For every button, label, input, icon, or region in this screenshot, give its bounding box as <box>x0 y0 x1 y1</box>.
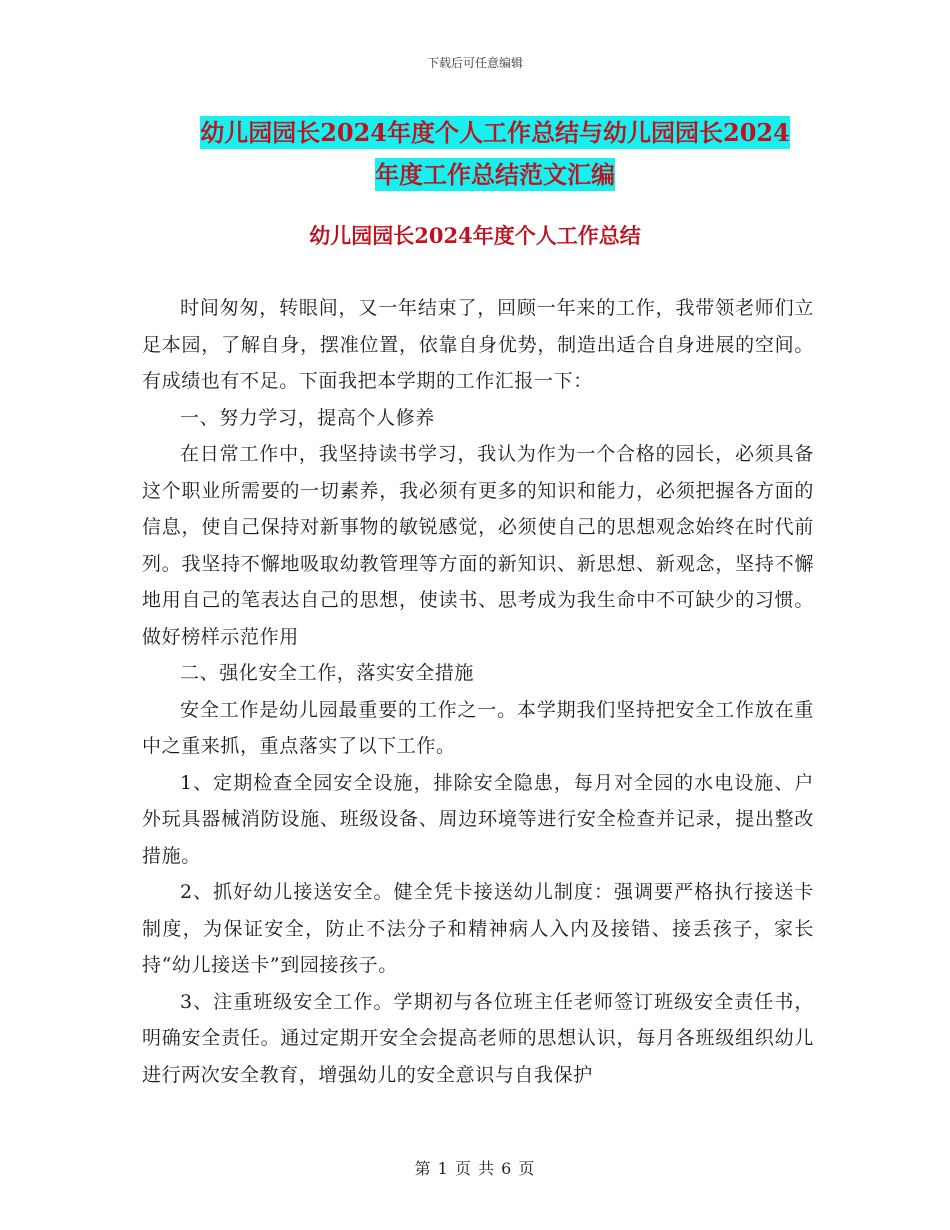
document-title-line-1: 幼儿园园长2024年度个人工作总结与幼儿园园长2024 <box>200 118 790 147</box>
paragraph-safety-item-2: 2、抓好幼儿接送安全。健全凭卡接送幼儿制度：强调要严格执行接送卡制度，为保证安全，防止不法分子和精神病人入内及接错、接丢孩子，家长持“幼儿接送卡”到园接孩子。 <box>142 881 814 976</box>
heading-safety: 二、强化安全工作，落实安全措施 <box>180 662 475 684</box>
document-body <box>142 290 814 1093</box>
paragraph-safety-item-3: 3、注重班级安全工作。学期初与各位班主任老师签订班级安全责任书，明确安全责任。通过定期开安全会提高老师的思想认识，每月各班级组织幼儿进行两次安全教育，增强幼儿的安全意识与自我保护 <box>142 990 814 1086</box>
heading-study: 一、努力学习，提高个人修养 <box>180 406 435 429</box>
paragraph-study: 在日常工作中，我坚持读书学习，我认为作为一个合格的园长，必须具备这个职业所需要的一切素养，我必须有更多的知识和能力，必须把握各方面的信息，使自己保持对新事物的敏锐感觉，必须使自己的思想观念始终在时代前列。我坚持不懈地吸取幼教管理等方面的新知识、新思想、新观念，坚持不懈地用自己的笔表达自己的思想，使读书、思考成为我生命中不可缺少的习惯。做好榜样示范作用 <box>142 443 814 648</box>
paragraph-safety-item-1: 1、定期检查全园安全设施，排除安全隐患，每月对全园的水电设施、户外玩具器械消防设施、班级设备、周边环境等进行安全检查并记录，提出整改措施。 <box>142 771 814 867</box>
paragraph-intro: 时间匆匆，转眼间，又一年结束了，回顾一年来的工作，我带领老师们立足本园，了解自身，摆准位置，依靠自身优势，制造出适合自身进展的空间。有成绩也有不足。下面我把本学期的工作汇报一下： <box>142 297 814 392</box>
paragraph-safety: 安全工作是幼儿园最重要的工作之一。本学期我们坚持把安全工作放在重中之重来抓，重点落实了以下工作。 <box>142 698 814 757</box>
header-note: 下载后可任意编辑 <box>426 56 523 70</box>
document-title <box>140 112 850 196</box>
page-number: 第 1 页 共 6 页 <box>414 1159 536 1178</box>
section-title: 幼儿园园长2024年度个人工作总结 <box>309 223 641 248</box>
document-title-line-2: 年度工作总结范文汇编 <box>375 160 615 189</box>
